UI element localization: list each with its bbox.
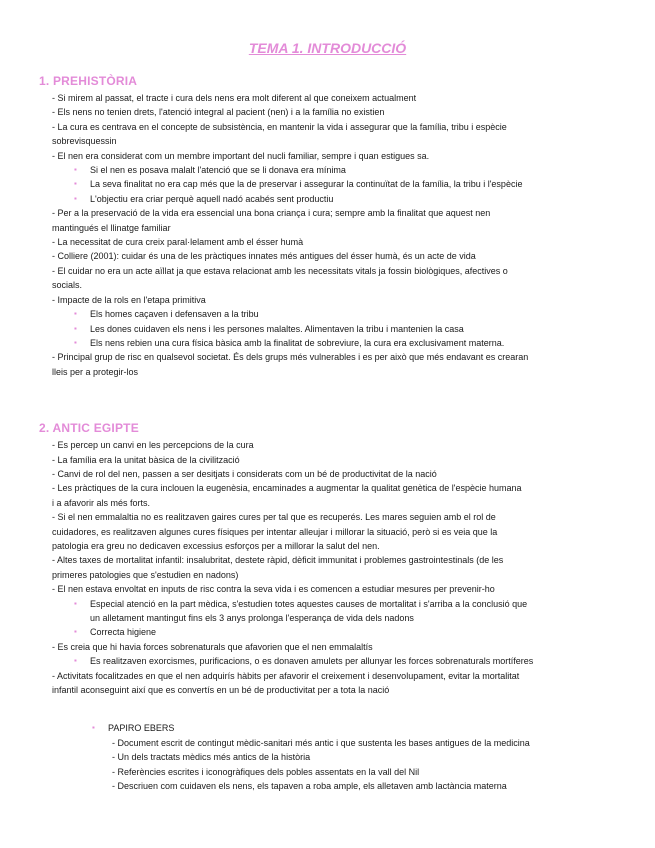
text-line: - Es creia que hi havia forces sobrenaturals que afavorien que el nen emmalaltís bbox=[52, 641, 373, 652]
square-bullet-icon: ▪ bbox=[74, 627, 77, 637]
list-item: ▪ Les dones cuidaven els nens i les persones malaltes. Alimentaven la tribu i mantenien la casa bbox=[74, 322, 621, 336]
square-bullet-icon: ▪ bbox=[74, 179, 77, 189]
square-bullet-icon: ▪ bbox=[74, 337, 77, 347]
text-line: sobrevisquessin bbox=[52, 136, 117, 147]
text-line: - El nen estava envoltat en inputs de risc contra la seva vida i es comencen a estudiar mesures per prevenir-ho bbox=[52, 584, 495, 595]
square-bullet-icon: ▪ bbox=[74, 165, 77, 175]
section-heading-prehistoria: 1. PREHISTÒRIA bbox=[39, 74, 138, 88]
text-line: infantil aconseguint així que es convertís en un bé de productivitat per a tota la nació bbox=[52, 685, 390, 696]
text-line: lleis per a protegir-los bbox=[52, 366, 139, 377]
text-line: mantingués el llinatge familiar bbox=[52, 222, 171, 233]
text-line: - La família era la unitat bàsica de la civilització bbox=[52, 454, 240, 465]
text-line: - Colliere (2001): cuidar és una de les pràctiques innates més antigues del ésser humà, és un acte de vida bbox=[52, 251, 476, 262]
text-line: - Els nens no tenien drets, l'atenció integral al pacient (nen) i a la família no existien bbox=[52, 107, 385, 118]
text-line: patologia era greu no dedicaven excessius esforços per a millorar la salut del nen. bbox=[52, 540, 380, 551]
text-line: - Per a la preservació de la vida era essencial una bona criança i cura; sempre amb la finalitat que aquest nen bbox=[52, 208, 491, 219]
square-bullet-icon: ▪ bbox=[74, 598, 77, 608]
list-item: ▪ La seva finalitat no era cap més que la de preservar i assegurar la continuïtat de la família, la tribu i l'espècie bbox=[74, 177, 621, 191]
text-line: primeres patologies que s'estudien en nadons) bbox=[52, 569, 239, 580]
text-line: - Impacte de la rols en l'etapa primitiva bbox=[52, 294, 206, 305]
text-line: cuidadores, es realitzaven algunes cures físiques per intentar alleujar i millorar la situació, però si es veia que la bbox=[52, 526, 498, 537]
text-line: socials. bbox=[52, 280, 83, 291]
text-line: i a afavorir als més forts. bbox=[52, 497, 151, 508]
square-bullet-icon: ▪ bbox=[92, 723, 95, 733]
text-line: - Si el nen emmalaltia no es realitzaven gaires cures per tal que es recuperés. Les mares seguien amb el rol de bbox=[52, 512, 496, 523]
text-line: - El cuidar no era un acte aïllat ja que estava relacionat amb les necessitats vitals ja fossin biològiques, afectives o bbox=[52, 265, 508, 276]
square-bullet-icon: ▪ bbox=[74, 309, 77, 319]
list-item: ▪ Els nens rebien una cura física bàsica amb la finalitat de sobreviure, la cura era exclusivament materna. bbox=[74, 336, 621, 350]
text-line: - La necessitat de cura creix paral·lelament amb el ésser humà bbox=[52, 237, 304, 248]
text-line: - Document escrit de contingut mèdic-sanitari més antic i que sustenta les bases antigues de la medicina bbox=[112, 737, 530, 748]
text-line: - Si mirem al passat, el tracte i cura dels nens era molt diferent al que coneixem actualment bbox=[52, 93, 417, 103]
text-line: - La cura es centrava en el concepte de subsistència, en mantenir la vida i assegurar que la família, tribu i espècie bbox=[52, 121, 507, 132]
square-bullet-icon: ▪ bbox=[74, 656, 77, 666]
text-line: - Les pràctiques de la cura inclouen la eugenèsia, encaminades a augmentar la qualitat genètica de l'espècie humana bbox=[52, 483, 522, 494]
text-line: - Canvi de rol del nen, passen a ser desitjats i considerats com un bé de productivitat de la nació bbox=[52, 468, 437, 479]
text-line: - Activitats focalitzades en que el nen adquirís hàbits per afavorir el creixement i desenvolupament, evitar la mortalitat bbox=[52, 670, 520, 681]
text-line: - El nen era considerat com un membre important del nucli familiar, sempre i quan estigues sa. bbox=[52, 150, 430, 161]
section-heading-antic-egipte: 2. ANTIC EGIPTE bbox=[39, 421, 139, 436]
list-item: ▪ Si el nen es posava malalt l'atenció que se li donava era mínima bbox=[74, 163, 621, 177]
text-line: - Altes taxes de mortalitat infantil: insalubritat, destete ràpid, dèficit immunitat i problemes gastrointestinals (de les bbox=[52, 555, 504, 566]
square-bullet-icon: ▪ bbox=[74, 193, 77, 203]
text-line: - Referències escrites i iconogràfiques dels pobles assentats en la vall del Nil bbox=[112, 766, 420, 777]
page-title: TEMA 1. INTRODUCCIÓ bbox=[248, 40, 407, 56]
text-line: - Es percep un canvi en les percepcions de la cura bbox=[52, 440, 254, 451]
list-item: ▪ Especial atenció en la part mèdica, s'estudien totes aquestes causes de mortalitat i s'arriba a la conclusió que un alletament mantingut fins els 3 anys prolonga l'esperança de vida dels nadons bbox=[74, 597, 621, 626]
papiro-ebers-block bbox=[34, 721, 621, 793]
list-item: ▪ Els homes caçaven i defensaven a la tribu bbox=[74, 307, 621, 321]
list-item: ▪ Es realitzaven exorcismes, purificacions, o es donaven amulets per allunyar les forces sobrenaturals mortíferes bbox=[74, 654, 621, 668]
text-line: - Un dels tractats mèdics més antics de la història bbox=[112, 752, 311, 763]
list-item: ▪ L'objectiu era criar perquè aquell nadó acabés sent productiu bbox=[74, 192, 621, 206]
list-item: ▪ PAPIRO EBERS bbox=[92, 721, 621, 735]
text-line: - Principal grup de risc en qualsevol societat. És dels grups més vulnerables i es per això que més endavant es crearan bbox=[52, 352, 529, 363]
text-line: - Descriuen com cuidaven els nens, els tapaven a roba ample, els alletaven amb lactància materna bbox=[112, 781, 507, 792]
square-bullet-icon: ▪ bbox=[74, 323, 77, 333]
list-item: ▪ Correcta higiene bbox=[74, 625, 621, 639]
